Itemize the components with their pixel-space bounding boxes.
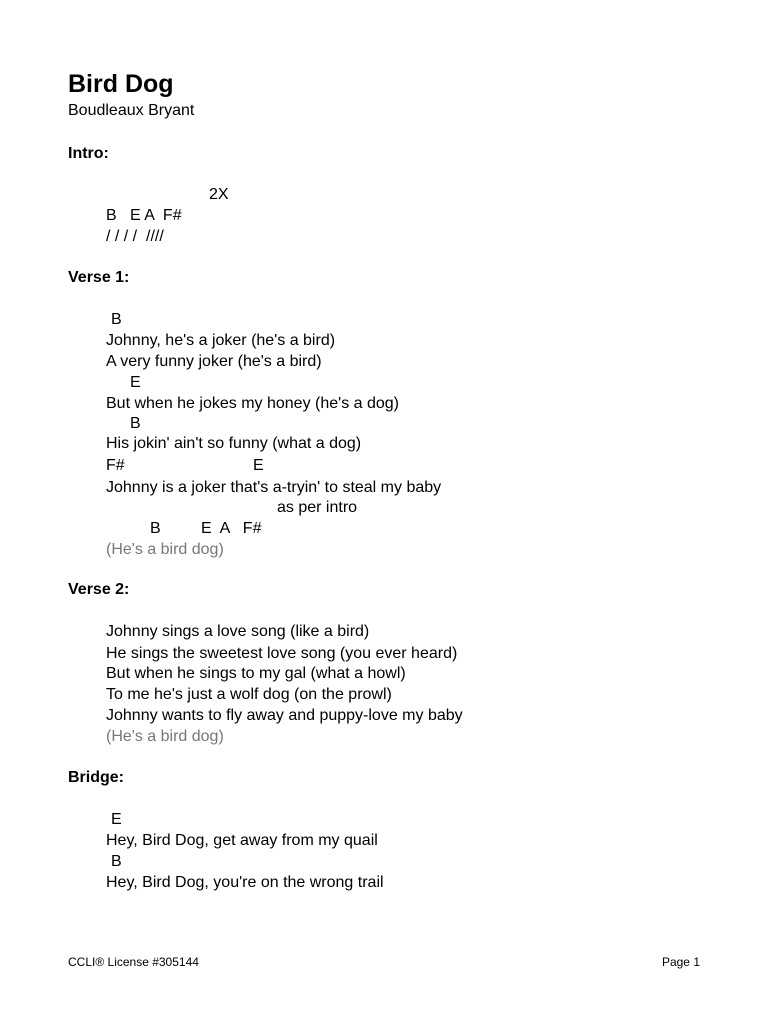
chord-line: F#	[106, 457, 125, 474]
footer-license: CCLI® License #305144	[68, 955, 199, 969]
intro-repeat: 2X	[209, 186, 229, 203]
performance-note: as per intro	[277, 499, 358, 516]
chord-line: E	[130, 374, 141, 391]
song-author: Boudleaux Bryant	[68, 102, 195, 119]
lyric-line: Hey, Bird Dog, you're on the wrong trail	[106, 874, 384, 891]
chord-line: B	[130, 415, 141, 432]
lyric-line-backing: (He's a bird dog)	[106, 541, 224, 558]
intro-strums: / / / / ////	[106, 228, 164, 245]
lyric-line: Johnny wants to fly away and puppy-love my baby	[106, 707, 463, 724]
lyric-line: Johnny is a joker that's a-tryin' to steal my baby	[106, 479, 442, 496]
chord-line: E	[253, 457, 264, 474]
section-heading-verse2: Verse 2:	[68, 581, 130, 598]
chord-line: E	[111, 811, 122, 828]
chord-line: B	[111, 853, 122, 870]
intro-chords: B E A F#	[106, 207, 182, 224]
lyric-line: Johnny sings a love song (like a bird)	[106, 623, 370, 640]
song-title: Bird Dog	[68, 70, 174, 98]
lyric-line: A very funny joker (he's a bird)	[106, 353, 322, 370]
footer-page-number: Page 1	[661, 955, 700, 969]
chord-line: B	[150, 520, 161, 537]
chord-line: E A F#	[201, 520, 262, 537]
lyric-line: Hey, Bird Dog, get away from my quail	[106, 832, 378, 849]
section-heading-verse1: Verse 1:	[68, 269, 130, 286]
lyric-line: But when he jokes my honey (he's a dog)	[106, 395, 399, 412]
lyric-line: To me he's just a wolf dog (on the prowl)	[106, 686, 392, 703]
lyric-line: But when he sings to my gal (what a howl)	[106, 665, 406, 682]
lyric-line-backing: (He's a bird dog)	[106, 728, 224, 745]
chord-line: B	[111, 311, 122, 328]
lyric-line: His jokin' ain't so funny (what a dog)	[106, 435, 362, 452]
section-heading-bridge: Bridge:	[68, 769, 124, 786]
section-heading-intro: Intro:	[68, 145, 109, 162]
lyric-line: He sings the sweetest love song (you ever heard)	[106, 645, 458, 662]
lyric-line: Johnny, he's a joker (he's a bird)	[106, 332, 336, 349]
